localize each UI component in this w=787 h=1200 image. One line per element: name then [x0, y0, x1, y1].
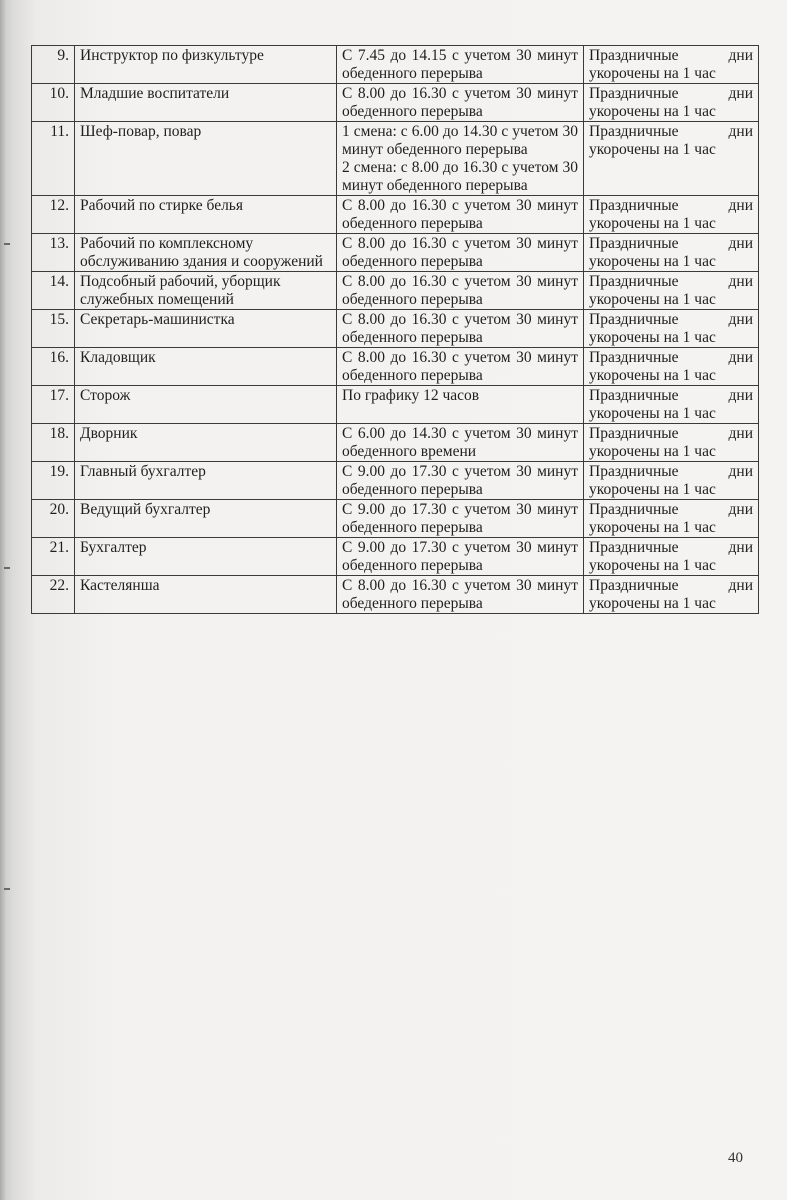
work-hours-cell: [337, 386, 584, 424]
position-cell: Рабочий по стирке белья: [75, 196, 337, 234]
holiday-note-line1: [589, 197, 753, 215]
work-hours-cell: [337, 272, 584, 310]
work-hours-cell: [337, 234, 584, 272]
work-hours-line: С 7.45 до 14.15 с учетом 30 минут обеденного перерыва: [342, 47, 578, 82]
position-cell: Ведущий бухгалтер: [75, 500, 337, 538]
holiday-note-line1: [589, 425, 753, 443]
holiday-note-word: Праздничные: [589, 273, 679, 290]
table-row: [32, 196, 759, 234]
holiday-note-word: Праздничные: [589, 311, 679, 328]
position-cell: Кастелянша: [75, 576, 337, 614]
row-number: 21.: [32, 538, 75, 576]
holiday-note-line2: укорочены на 1 час: [589, 103, 716, 120]
holiday-note-cell: [584, 576, 759, 614]
holiday-note-line2: укорочены на 1 час: [589, 291, 716, 308]
holiday-note-cell: [584, 46, 759, 84]
work-hours-cell: [337, 84, 584, 122]
work-hours-line: С 9.00 до 17.30 с учетом 30 минут обеденного перерыва: [342, 501, 578, 536]
holiday-note-cell: [584, 462, 759, 500]
row-number: 17.: [32, 386, 75, 424]
holiday-note-word: Праздничные: [589, 47, 679, 64]
holiday-note-line2: укорочены на 1 час: [589, 405, 716, 422]
table-row: [32, 576, 759, 614]
holiday-note-word: Праздничные: [589, 425, 679, 442]
work-hours-line: С 8.00 до 16.30 с учетом 30 минут обеденного перерыва: [342, 349, 578, 384]
holiday-note-cell: [584, 122, 759, 196]
work-hours-line: С 8.00 до 16.30 с учетом 30 минут обеденного перерыва: [342, 85, 578, 120]
work-hours-cell: [337, 122, 584, 196]
work-hours-cell: [337, 348, 584, 386]
table-row: [32, 538, 759, 576]
holiday-note-line2: укорочены на 1 час: [589, 557, 716, 574]
table-row: [32, 348, 759, 386]
table-row: [32, 46, 759, 84]
work-hours-cell: [337, 500, 584, 538]
holiday-note-cell: [584, 196, 759, 234]
row-number: 9.: [32, 46, 75, 84]
holiday-note-line1: [589, 501, 753, 519]
work-hours-line: С 9.00 до 17.30 с учетом 30 минут обеденного перерыва: [342, 539, 578, 574]
position-cell: Сторож: [75, 386, 337, 424]
work-hours-cell: [337, 310, 584, 348]
work-hours-cell: [337, 538, 584, 576]
table-row: [32, 500, 759, 538]
table-row: [32, 234, 759, 272]
holiday-note-word: Праздничные: [589, 85, 679, 102]
row-number: 15.: [32, 310, 75, 348]
work-hours-cell: [337, 424, 584, 462]
table-row: [32, 272, 759, 310]
position-cell: Младшие воспитатели: [75, 84, 337, 122]
holiday-note-word: дни: [728, 85, 753, 102]
work-hours-line: 1 смена: с 6.00 до 14.30 с учетом 30 минут обеденного перерыва: [342, 123, 578, 158]
holiday-note-word: Праздничные: [589, 123, 679, 140]
row-number: 12.: [32, 196, 75, 234]
row-number: 20.: [32, 500, 75, 538]
work-hours-cell: [337, 46, 584, 84]
position-cell: Дворник: [75, 424, 337, 462]
holiday-note-word: дни: [728, 235, 753, 252]
holiday-note-word: Праздничные: [589, 463, 679, 480]
work-hours-line: По графику 12 часов: [342, 387, 480, 404]
row-number: 11.: [32, 122, 75, 196]
table-row: [32, 122, 759, 196]
holiday-note-line2: укорочены на 1 час: [589, 215, 716, 232]
holiday-note-line2: укорочены на 1 час: [589, 253, 716, 270]
holiday-note-word: дни: [728, 387, 753, 404]
holiday-note-word: дни: [728, 197, 753, 214]
holiday-note-line2: укорочены на 1 час: [589, 443, 716, 460]
holiday-note-cell: [584, 348, 759, 386]
holiday-note-word: Праздничные: [589, 349, 679, 366]
row-number: 18.: [32, 424, 75, 462]
holiday-note-line1: [589, 47, 753, 65]
holiday-note-line2: укорочены на 1 час: [589, 65, 716, 82]
schedule-body: [32, 46, 759, 614]
holiday-note-cell: [584, 234, 759, 272]
margin-mark: [4, 888, 10, 890]
holiday-note-line1: [589, 311, 753, 329]
holiday-note-line1: [589, 577, 753, 595]
table-row: [32, 84, 759, 122]
position-cell: Подсобный рабочий, уборщик служебных помещений: [75, 272, 337, 310]
holiday-note-word: Праздничные: [589, 577, 679, 594]
work-hours-line: С 8.00 до 16.30 с учетом 30 минут обеденного перерыва: [342, 197, 578, 232]
position-cell: Секретарь-машинистка: [75, 310, 337, 348]
row-number: 13.: [32, 234, 75, 272]
row-number: 19.: [32, 462, 75, 500]
holiday-note-cell: [584, 272, 759, 310]
holiday-note-word: дни: [728, 425, 753, 442]
holiday-note-cell: [584, 386, 759, 424]
position-cell: Шеф-повар, повар: [75, 122, 337, 196]
holiday-note-line1: [589, 387, 753, 405]
holiday-note-line1: [589, 349, 753, 367]
holiday-note-line2: укорочены на 1 час: [589, 595, 716, 612]
holiday-note-line1: [589, 273, 753, 291]
holiday-note-line1: [589, 235, 753, 253]
work-hours-line: С 9.00 до 17.30 с учетом 30 минут обеденного перерыва: [342, 463, 578, 498]
work-hours-line: С 6.00 до 14.30 с учетом 30 минут обеденного времени: [342, 425, 578, 460]
page-number: 40: [728, 1150, 743, 1166]
row-number: 16.: [32, 348, 75, 386]
holiday-note-line2: укорочены на 1 час: [589, 367, 716, 384]
holiday-note-line1: [589, 123, 753, 141]
holiday-note-line1: [589, 85, 753, 103]
holiday-note-line1: [589, 463, 753, 481]
work-hours-line: 2 смена: с 8.00 до 16.30 с учетом 30 минут обеденного перерыва: [342, 159, 578, 194]
holiday-note-word: Праздничные: [589, 387, 679, 404]
work-hours-line: С 8.00 до 16.30 с учетом 30 минут обеденного перерыва: [342, 577, 578, 612]
table-row: [32, 424, 759, 462]
holiday-note-word: Праздничные: [589, 235, 679, 252]
holiday-note-word: дни: [728, 463, 753, 480]
row-number: 22.: [32, 576, 75, 614]
holiday-note-word: дни: [728, 349, 753, 366]
holiday-note-line2: укорочены на 1 час: [589, 141, 716, 158]
holiday-note-word: дни: [728, 273, 753, 290]
row-number: 10.: [32, 84, 75, 122]
position-cell: Кладовщик: [75, 348, 337, 386]
position-cell: Инструктор по физкультуре: [75, 46, 337, 84]
holiday-note-cell: [584, 500, 759, 538]
position-cell: Рабочий по комплексному обслуживанию здания и сооружений: [75, 234, 337, 272]
holiday-note-line2: укорочены на 1 час: [589, 519, 716, 536]
work-hours-cell: [337, 462, 584, 500]
holiday-note-cell: [584, 310, 759, 348]
row-number: 14.: [32, 272, 75, 310]
holiday-note-word: Праздничные: [589, 197, 679, 214]
work-hours-cell: [337, 196, 584, 234]
margin-mark: [4, 567, 10, 569]
holiday-note-word: Праздничные: [589, 539, 679, 556]
holiday-note-word: Праздничные: [589, 501, 679, 518]
holiday-note-word: дни: [728, 539, 753, 556]
holiday-note-word: дни: [728, 47, 753, 64]
work-schedule-table: [31, 45, 759, 614]
holiday-note-cell: [584, 538, 759, 576]
holiday-note-line1: [589, 539, 753, 557]
table-row: [32, 386, 759, 424]
work-hours-line: С 8.00 до 16.30 с учетом 30 минут обеденного перерыва: [342, 311, 578, 346]
holiday-note-line2: укорочены на 1 час: [589, 481, 716, 498]
work-hours-cell: [337, 576, 584, 614]
work-hours-line: С 8.00 до 16.30 с учетом 30 минут обеденного перерыва: [342, 273, 578, 308]
holiday-note-cell: [584, 84, 759, 122]
holiday-note-word: дни: [728, 311, 753, 328]
holiday-note-word: дни: [728, 123, 753, 140]
holiday-note-word: дни: [728, 501, 753, 518]
margin-mark: [4, 243, 10, 245]
table-row: [32, 310, 759, 348]
holiday-note-cell: [584, 424, 759, 462]
table-row: [32, 462, 759, 500]
holiday-note-word: дни: [728, 577, 753, 594]
work-hours-line: С 8.00 до 16.30 с учетом 30 минут обеденного перерыва: [342, 235, 578, 270]
position-cell: Бухгалтер: [75, 538, 337, 576]
holiday-note-line2: укорочены на 1 час: [589, 329, 716, 346]
position-cell: Главный бухгалтер: [75, 462, 337, 500]
page-binding-edge: [0, 0, 6, 1200]
